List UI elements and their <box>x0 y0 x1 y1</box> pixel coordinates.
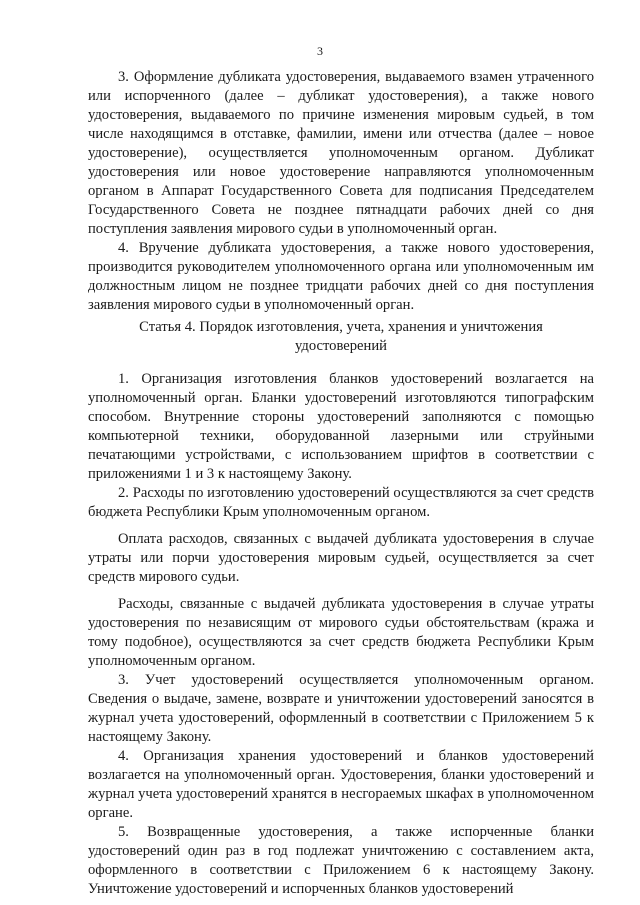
page-number: 3 <box>317 44 323 58</box>
article-4-heading-block <box>88 318 594 356</box>
article-heading-line-1: Статья 4. Порядок изготовления, учета, хранения и уничтожения <box>139 319 543 335</box>
article-4-item-2-expenses: Расходы, связанные с выдачей дубликата удостоверения в случае утраты удостоверения по независящим от мирового судьи обстоятельствам (кража и тому подобное), осуществляются за счет средств бюджета Республики Крым уполномоченным органом. <box>88 596 594 669</box>
paragraph-gap <box>88 522 594 530</box>
article-4-item-2: 2. Расходы по изготовлению удостоверений осуществляются за счет средств бюджета Республики Крым уполномоченным органом. <box>88 485 594 520</box>
paragraph-gap <box>88 587 594 595</box>
article-4-item-2-payment: Оплата расходов, связанных с выдачей дубликата удостоверения в случае утраты или порчи удостоверения мировым судьей, осуществляется за счет средств мирового судьи. <box>88 531 594 585</box>
article-4-item-4: 4. Организация хранения удостоверений и бланков удостоверений возлагается на уполномоченный орган. Удостоверения, бланки удостоверений и журнал учета удостоверений хранятся в несгораемых шкафах в уполномоченном органе. <box>88 748 594 821</box>
body-text-top <box>88 68 594 315</box>
article-4-item-1: 1. Организация изготовления бланков удостоверений возлагается на уполномоченный орган. Бланки удостоверений изготовляются типографским способом. Внутренние стороны удостоверений заполняются с помощью компьютерной техники, оборудованной лазерными или струйными печатающими устройствами, с использованием шрифтов в соответствии с приложениями 1 и 3 к настоящему Закону. <box>88 371 594 482</box>
article-heading-line-2: удостоверений <box>295 338 387 354</box>
paragraph-4: 4. Вручение дубликата удостоверения, а также нового удостоверения, производится руководителем уполномоченного органа или уполномоченным им должностным лицом не позднее тридцати рабочих дней со дня поступления заявления мирового судьи в уполномоченный орган. <box>88 240 594 313</box>
paragraph-3: 3. Оформление дубликата удостоверения, выдаваемого взамен утраченного или испорченного (далее – дубликат удостоверения), а также нового удостоверения, выдаваемого по причине изменения мировым судьей, в том числе находящимся в отставке, фамилии, имени или отчества (далее – новое удостоверение), осуществляется уполномоченным органом. Дубликат удостоверения или новое удостоверение направляются уполномоченным органом в Аппарат Государственного Совета для подписания Председателем Государственного Совета не позднее пятнадцати рабочих дней со дня поступления заявления мирового судьи в уполномоченный орган. <box>88 69 594 237</box>
body-text-article-4 <box>88 370 594 899</box>
article-4-item-5: 5. Возвращенные удостоверения, а также испорченные бланки удостоверений один раз в год подлежат уничтожению с составлением акта, оформленного в соответствии с Приложением 6 к настоящему Закону. Уничтожение удостоверений и испорченных бланков удостоверений <box>88 824 594 897</box>
article-4-item-3: 3. Учет удостоверений осуществляется уполномоченным органом. Сведения о выдаче, замене, возврате и уничтожении удостоверений заносятся в журнал учета удостоверений, оформленный в соответствии с Приложением 5 к настоящему Закону. <box>88 672 594 745</box>
